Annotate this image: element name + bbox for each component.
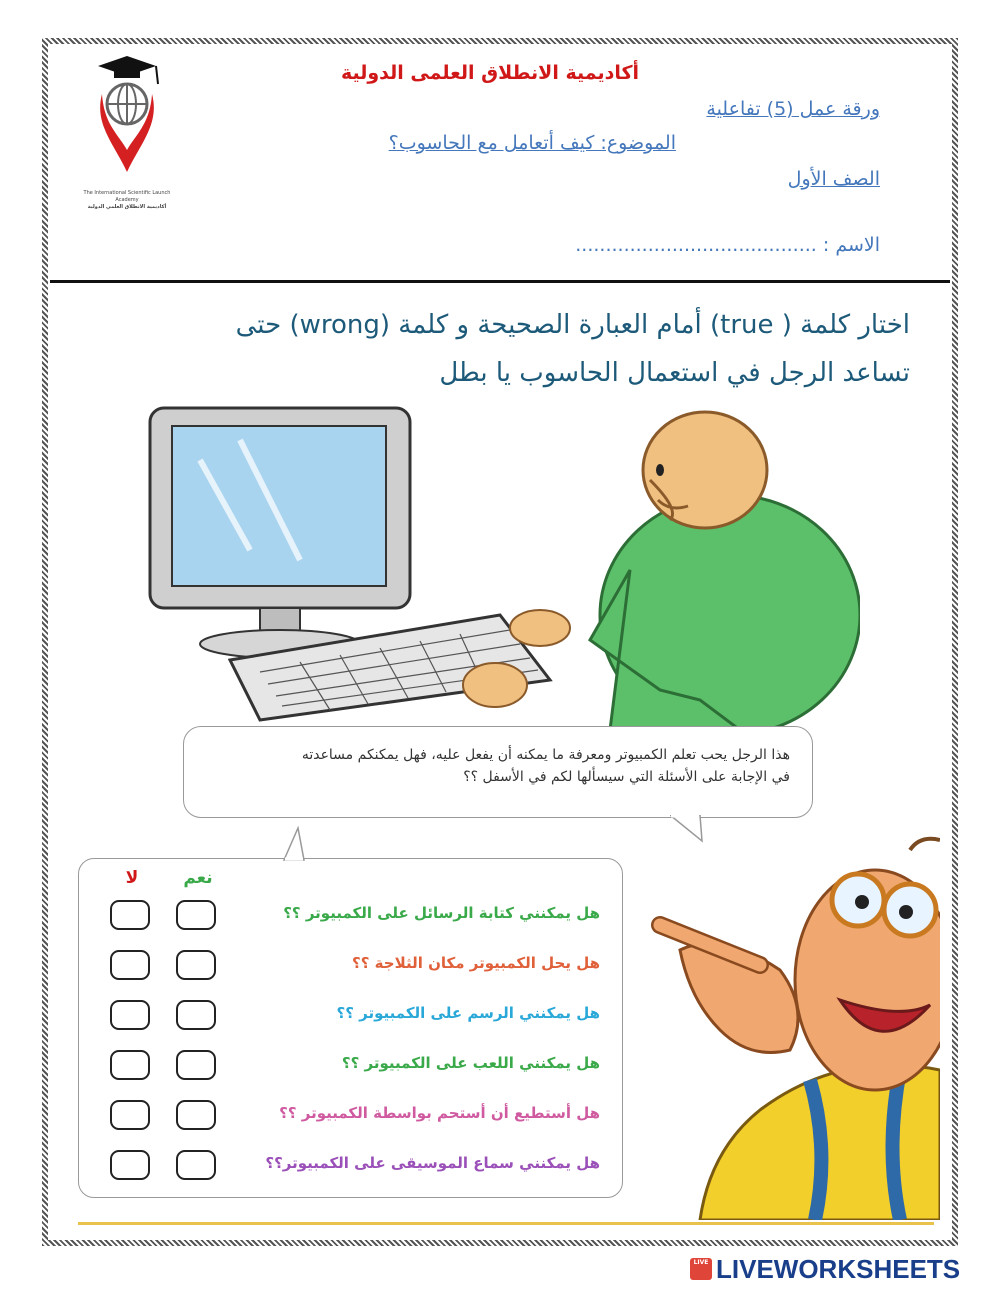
yes-checkbox[interactable] (176, 1150, 216, 1180)
pointing-man-illustration (640, 830, 940, 1220)
name-field[interactable]: الاسم : ........................................ (575, 234, 880, 256)
yes-checkbox[interactable] (176, 1000, 216, 1030)
no-checkbox[interactable] (110, 1000, 150, 1030)
grade-label: الصف الأول (787, 168, 880, 190)
no-column-header: لا (125, 868, 139, 888)
worksheet-title: ورقة عمل (5) تفاعلية (706, 98, 880, 120)
bubble-line-2: في الإجابة على الأسئلة التي سيسألها لكم في الأسفل ؟؟ (463, 769, 790, 785)
brand-badge: LIVE (690, 1258, 712, 1280)
yes-checkbox[interactable] (176, 950, 216, 980)
question-text: هل يحل الكمبيوتر مكان الثلاجة ؟؟ (352, 954, 600, 972)
liveworksheets-brand[interactable] (690, 1254, 990, 1284)
instruction-line-1: اختار كلمة ( true) أمام العبارة الصحيحة و كلمة (wrong) حتى (235, 310, 910, 340)
no-checkbox[interactable] (110, 1050, 150, 1080)
question-text: هل أستطيع أن أستحم بواسطة الكمبيوتر ؟؟ (279, 1104, 600, 1122)
yes-checkbox[interactable] (176, 900, 216, 930)
quiz-panel-tail (280, 826, 320, 862)
no-checkbox[interactable] (110, 950, 150, 980)
question-text: هل يمكنني كتابة الرسائل على الكمبيوتر ؟؟ (283, 904, 600, 922)
footer-rule (78, 1222, 934, 1225)
subject-title: الموضوع: كيف أتعامل مع الحاسوب؟ (388, 132, 676, 154)
yes-checkbox[interactable] (176, 1050, 216, 1080)
brand-name: LIVEWORKSHEETS (716, 1254, 961, 1284)
yes-checkbox[interactable] (176, 1100, 216, 1130)
bubble-line-1: هذا الرجل يحب تعلم الكمبيوتر ومعرفة ما يمكنه أن يفعل عليه، فهل يمكنكم مساعدته (301, 747, 790, 763)
no-checkbox[interactable] (110, 1150, 150, 1180)
no-checkbox[interactable] (110, 900, 150, 930)
instruction-line-2: تساعد الرجل في استعمال الحاسوب يا بطل (439, 358, 910, 388)
logo-caption-en: The International Scientific Launch Academy (83, 190, 171, 203)
yes-column-header: نعم (183, 868, 213, 888)
question-text: هل يمكنني اللعب على الكمبيوتر ؟؟ (341, 1054, 600, 1072)
logo-caption-ar: أكاديمية الانطلاق العلمي الدولية (87, 204, 167, 210)
no-checkbox[interactable] (110, 1100, 150, 1130)
question-text: هل يمكنني سماع الموسيقى على الكمبيوتر؟؟ (265, 1154, 600, 1172)
header-divider (50, 280, 950, 283)
academy-title: أكاديمية الانطلاق العلمى الدولية (340, 62, 640, 84)
man-at-computer-illustration (140, 400, 860, 730)
question-text: هل يمكنني الرسم على الكمبيوتر ؟؟ (336, 1004, 600, 1022)
